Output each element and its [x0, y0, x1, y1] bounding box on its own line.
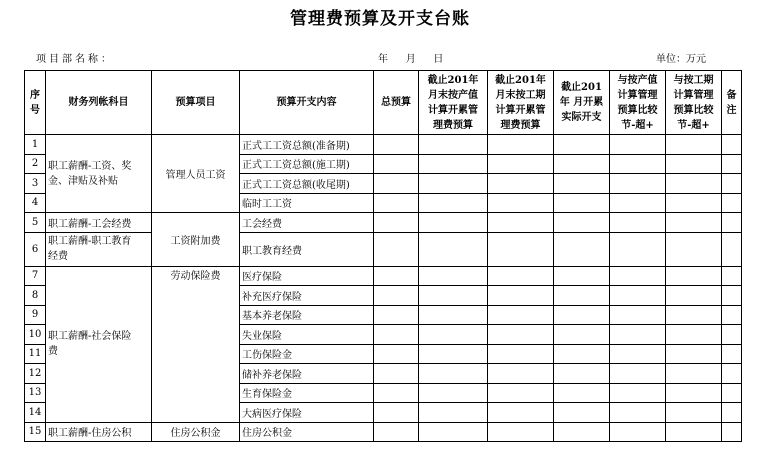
content-cell: 正式工工资总额(施工期) — [240, 154, 374, 174]
period-compare-cell[interactable] — [666, 344, 722, 364]
budget-item-cell: 工资附加费 — [152, 213, 240, 267]
period-budget-cell[interactable] — [488, 383, 554, 403]
actual-spend-cell[interactable] — [554, 193, 610, 213]
actual-spend-cell[interactable] — [554, 383, 610, 403]
ledger-table — [24, 70, 742, 442]
remark-cell[interactable] — [722, 364, 742, 384]
output-compare-cell[interactable] — [610, 364, 666, 384]
row-seq: 6 — [25, 232, 46, 266]
unit-label: 单位：万元 — [656, 54, 706, 65]
header-total-budget: 总预算 — [374, 71, 419, 135]
project-name-label: 项目部名称： — [36, 54, 114, 65]
row-seq: 13 — [25, 383, 46, 403]
output-budget-cell[interactable] — [419, 364, 488, 384]
row-seq: 12 — [25, 364, 46, 384]
output-budget-cell[interactable] — [419, 344, 488, 364]
row-seq: 5 — [25, 213, 46, 233]
header-row — [25, 71, 742, 135]
period-budget-cell[interactable] — [488, 213, 554, 233]
period-compare-cell[interactable] — [666, 266, 722, 286]
actual-spend-cell[interactable] — [554, 422, 610, 442]
remark-cell[interactable] — [722, 174, 742, 194]
header-output-budget: 截止201年 月末按产值 计算开累管 理费预算 — [419, 71, 488, 135]
content-cell: 临时工工资 — [240, 193, 374, 213]
output-compare-cell[interactable] — [610, 305, 666, 325]
budget-item-cell: 劳动保险费 — [152, 266, 240, 422]
page-title: 管理费预算及开支台账 — [290, 9, 470, 29]
period-budget-cell[interactable] — [488, 266, 554, 286]
table-row — [25, 422, 742, 442]
remark-cell[interactable] — [722, 325, 742, 345]
output-budget-cell[interactable] — [419, 193, 488, 213]
actual-spend-cell[interactable] — [554, 135, 610, 155]
row-seq: 7 — [25, 266, 46, 286]
output-compare-cell[interactable] — [610, 135, 666, 155]
total-budget-cell[interactable] — [374, 364, 419, 384]
output-compare-cell[interactable] — [610, 383, 666, 403]
remark-cell[interactable] — [722, 135, 742, 155]
account-cell: 职工薪酬-社会保险 费 — [46, 266, 152, 422]
output-compare-cell[interactable] — [610, 422, 666, 442]
header-account: 财务列帐科目 — [46, 71, 152, 135]
table-row — [25, 266, 742, 286]
content-cell: 储补养老保险 — [240, 364, 374, 384]
row-seq: 14 — [25, 403, 46, 423]
account-cell: 职工薪酬-职工教育 经费 — [46, 232, 152, 266]
period-compare-cell[interactable] — [666, 325, 722, 345]
total-budget-cell[interactable] — [374, 403, 419, 423]
period-compare-cell[interactable] — [666, 174, 722, 194]
period-budget-cell[interactable] — [488, 344, 554, 364]
actual-spend-cell[interactable] — [554, 344, 610, 364]
header-seq: 序 号 — [25, 71, 46, 135]
period-compare-cell[interactable] — [666, 422, 722, 442]
content-cell: 工伤保险金 — [240, 344, 374, 364]
period-compare-cell[interactable] — [666, 135, 722, 155]
output-compare-cell[interactable] — [610, 325, 666, 345]
period-budget-cell[interactable] — [488, 286, 554, 306]
total-budget-cell[interactable] — [374, 174, 419, 194]
period-compare-cell[interactable] — [666, 305, 722, 325]
remark-cell[interactable] — [722, 286, 742, 306]
remark-cell[interactable] — [722, 344, 742, 364]
output-budget-cell[interactable] — [419, 286, 488, 306]
period-budget-cell[interactable] — [488, 305, 554, 325]
period-compare-cell[interactable] — [666, 403, 722, 423]
table-row — [25, 213, 742, 233]
output-budget-cell[interactable] — [419, 422, 488, 442]
total-budget-cell[interactable] — [374, 422, 419, 442]
actual-spend-cell[interactable] — [554, 154, 610, 174]
actual-spend-cell[interactable] — [554, 174, 610, 194]
header-budget-content: 预算开支内容 — [240, 71, 374, 135]
output-compare-cell[interactable] — [610, 403, 666, 423]
table-row — [25, 135, 742, 155]
remark-cell[interactable] — [722, 305, 742, 325]
output-compare-cell[interactable] — [610, 193, 666, 213]
date-label: 年 月 日 — [378, 54, 445, 65]
actual-spend-cell[interactable] — [554, 305, 610, 325]
content-cell: 补充医疗保险 — [240, 286, 374, 306]
total-budget-cell[interactable] — [374, 344, 419, 364]
total-budget-cell[interactable] — [374, 154, 419, 174]
period-budget-cell[interactable] — [488, 174, 554, 194]
period-compare-cell[interactable] — [666, 383, 722, 403]
output-budget-cell[interactable] — [419, 135, 488, 155]
period-budget-cell[interactable] — [488, 193, 554, 213]
output-budget-cell[interactable] — [419, 213, 488, 233]
total-budget-cell[interactable] — [374, 266, 419, 286]
content-cell: 失业保险 — [240, 325, 374, 345]
account-cell: 职工薪酬-住房公积 — [46, 422, 152, 442]
content-cell: 住房公积金 — [240, 422, 374, 442]
content-cell: 正式工工资总额(准备期) — [240, 135, 374, 155]
output-compare-cell[interactable] — [610, 174, 666, 194]
header-budget-item: 预算项目 — [152, 71, 240, 135]
output-budget-cell[interactable] — [419, 325, 488, 345]
row-seq: 2 — [25, 154, 46, 174]
actual-spend-cell[interactable] — [554, 266, 610, 286]
output-budget-cell[interactable] — [419, 232, 488, 266]
output-budget-cell[interactable] — [419, 174, 488, 194]
actual-spend-cell[interactable] — [554, 325, 610, 345]
period-compare-cell[interactable] — [666, 232, 722, 266]
output-budget-cell[interactable] — [419, 383, 488, 403]
account-cell: 职工薪酬-工资、奖 金、津贴及补贴 — [46, 135, 152, 213]
actual-spend-cell[interactable] — [554, 213, 610, 233]
period-compare-cell[interactable] — [666, 213, 722, 233]
content-cell: 正式工工资总额(收尾期) — [240, 174, 374, 194]
period-compare-cell[interactable] — [666, 286, 722, 306]
row-seq: 10 — [25, 325, 46, 345]
output-compare-cell[interactable] — [610, 286, 666, 306]
header-period-budget: 截止201年 月末按工期 计算开累管 理费预算 — [488, 71, 554, 135]
total-budget-cell[interactable] — [374, 286, 419, 306]
row-seq: 8 — [25, 286, 46, 306]
table-row — [25, 232, 742, 266]
row-seq: 9 — [25, 305, 46, 325]
period-budget-cell[interactable] — [488, 154, 554, 174]
total-budget-cell[interactable] — [374, 305, 419, 325]
output-budget-cell[interactable] — [419, 266, 488, 286]
header-actual-spend: 截止201 年 月开累 实际开支 — [554, 71, 610, 135]
output-compare-cell[interactable] — [610, 213, 666, 233]
output-budget-cell[interactable] — [419, 305, 488, 325]
output-budget-cell[interactable] — [419, 154, 488, 174]
remark-cell[interactable] — [722, 213, 742, 233]
content-cell: 大病医疗保险 — [240, 403, 374, 423]
total-budget-cell[interactable] — [374, 213, 419, 233]
row-seq: 15 — [25, 422, 46, 442]
content-cell: 职工教育经费 — [240, 232, 374, 266]
row-seq: 4 — [25, 193, 46, 213]
budget-item-cell: 住房公积金 — [152, 422, 240, 442]
actual-spend-cell[interactable] — [554, 403, 610, 423]
header-remark: 备 注 — [722, 71, 742, 135]
remark-cell[interactable] — [722, 403, 742, 423]
content-cell: 医疗保险 — [240, 266, 374, 286]
output-budget-cell[interactable] — [419, 403, 488, 423]
period-budget-cell[interactable] — [488, 135, 554, 155]
total-budget-cell[interactable] — [374, 135, 419, 155]
header-period-compare: 与按工期 计算管理 预算比较 节-超+ — [666, 71, 722, 135]
period-compare-cell[interactable] — [666, 364, 722, 384]
total-budget-cell[interactable] — [374, 193, 419, 213]
period-budget-cell[interactable] — [488, 422, 554, 442]
period-compare-cell[interactable] — [666, 193, 722, 213]
actual-spend-cell[interactable] — [554, 232, 610, 266]
actual-spend-cell[interactable] — [554, 286, 610, 306]
content-cell: 生育保险金 — [240, 383, 374, 403]
output-compare-cell[interactable] — [610, 154, 666, 174]
remark-cell[interactable] — [722, 232, 742, 266]
remark-cell[interactable] — [722, 154, 742, 174]
header-output-compare: 与按产值 计算管理 预算比较 节-超+ — [610, 71, 666, 135]
remark-cell[interactable] — [722, 422, 742, 442]
period-budget-cell[interactable] — [488, 364, 554, 384]
output-compare-cell[interactable] — [610, 266, 666, 286]
content-cell: 基本养老保险 — [240, 305, 374, 325]
remark-cell[interactable] — [722, 266, 742, 286]
remark-cell[interactable] — [722, 193, 742, 213]
row-seq: 11 — [25, 344, 46, 364]
period-compare-cell[interactable] — [666, 154, 722, 174]
output-compare-cell[interactable] — [610, 232, 666, 266]
period-budget-cell[interactable] — [488, 403, 554, 423]
total-budget-cell[interactable] — [374, 383, 419, 403]
budget-item-cell: 管理人员工资 — [152, 135, 240, 213]
period-budget-cell[interactable] — [488, 325, 554, 345]
content-cell: 工会经费 — [240, 213, 374, 233]
period-budget-cell[interactable] — [488, 232, 554, 266]
actual-spend-cell[interactable] — [554, 364, 610, 384]
output-compare-cell[interactable] — [610, 344, 666, 364]
row-seq: 1 — [25, 135, 46, 155]
total-budget-cell[interactable] — [374, 232, 419, 266]
account-cell: 职工薪酬-工会经费 — [46, 213, 152, 233]
total-budget-cell[interactable] — [374, 325, 419, 345]
remark-cell[interactable] — [722, 383, 742, 403]
row-seq: 3 — [25, 174, 46, 194]
